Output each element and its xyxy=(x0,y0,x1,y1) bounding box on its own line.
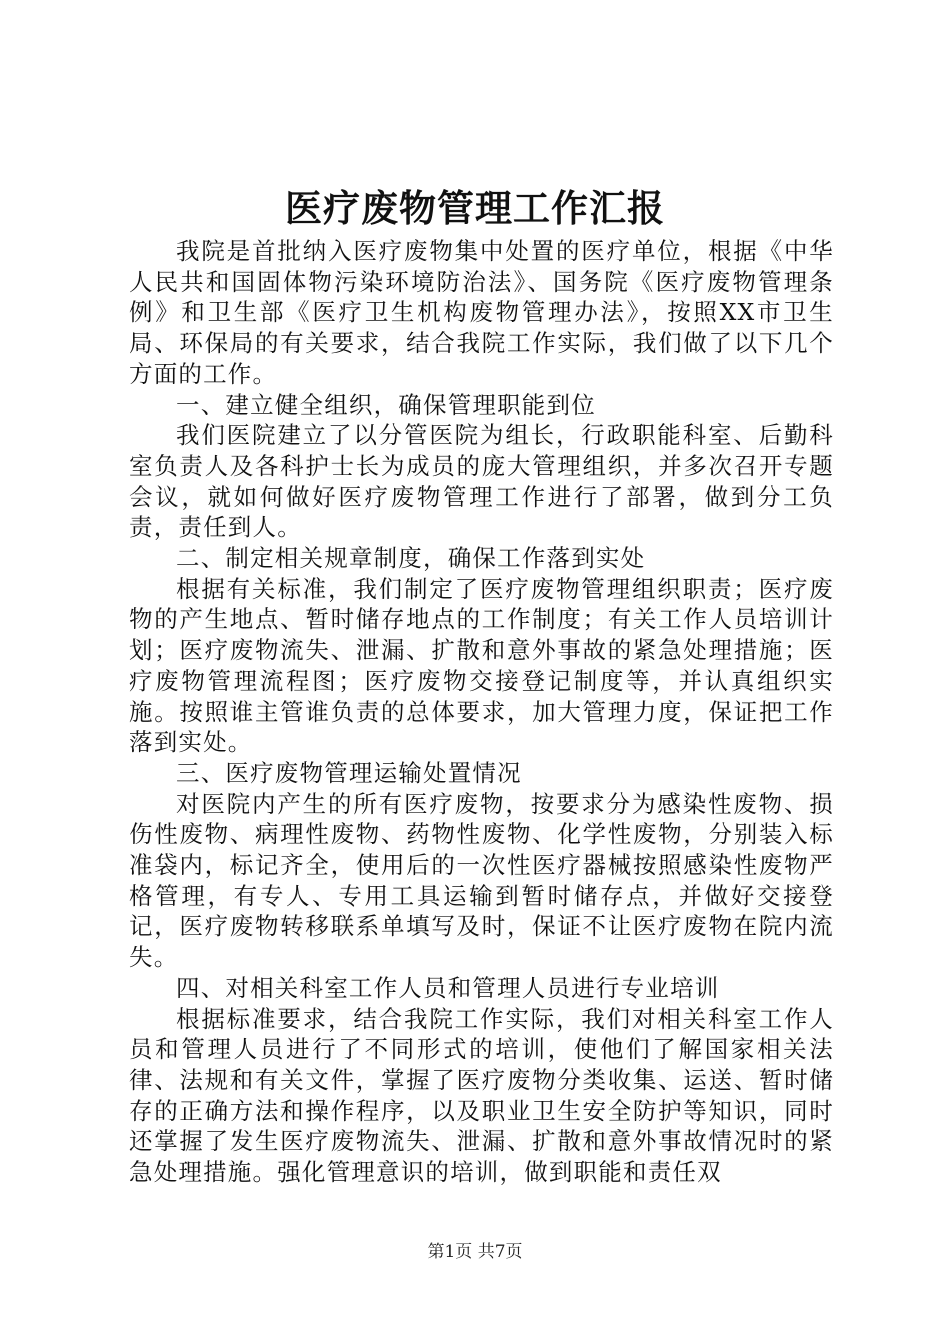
section-heading-4: 四、对相关科室工作人员和管理人员进行专业培训 xyxy=(176,973,720,1002)
page-footer: 第1页 共7页 xyxy=(427,1242,523,1262)
document-title: 医疗废物管理工作汇报 xyxy=(285,186,665,230)
section-paragraph-2: 根据有关标准，我们制定了医疗废物管理组织职责；医疗废物的产生地点、暂时储存地点的工作制度；有关工作人员培训计划；医疗废物流失、泄漏、扩散和意外事故的紧急处理措施；医疗废物管理流程图；医疗废物交接登记制度等，并认真组织实施。按照谁主管谁负责的总体要求，加大管理力度，保证把工作落到实处。 xyxy=(129,574,834,757)
section-paragraph-4: 根据标准要求，结合我院工作实际，我们对相关科室工作人员和管理人员进行了不同形式的培训，使他们了解国家相关法律、法规和有关文件，掌握了医疗废物分类收集、运送、暂时储存的正确方法和操作程序，以及职业卫生安全防护等知识，同时还掌握了发生医疗废物流失、泄漏、扩散和意外事故情况时的紧急处理措施。强化管理意识的培训，做到职能和责任双 xyxy=(129,1004,834,1187)
intro-paragraph: 我院是首批纳入医疗废物集中处置的医疗单位，根据《中华人民共和国固体物污染环境防治法》、国务院《医疗废物管理条例》和卫生部《医疗卫生机构废物管理办法》，按照XX市卫生局、环保局的有关要求，结合我院工作实际，我们做了以下几个方面的工作。 xyxy=(129,237,834,388)
section-paragraph-3: 对医院内产生的所有医疗废物，按要求分为感染性废物、损伤性废物、病理性废物、药物性废物、化学性废物，分别装入标准袋内，标记齐全，使用后的一次性医疗器械按照感染性废物严格管理，有专人、专用工具运输到暂时储存点，并做好交接登记，医疗废物转移联系单填写及时，保证不让医疗废物在院内流失。 xyxy=(129,789,834,972)
section-heading-3: 三、医疗废物管理运输处置情况 xyxy=(176,758,522,787)
document-body xyxy=(129,236,834,1188)
section-paragraph-1: 我们医院建立了以分管医院为组长，行政职能科室、后勤科室负责人及各科护士长为成员的庞大管理组织，并多次召开专题会议，就如何做好医疗废物管理工作进行了部署，做到分工负责，责任到人。 xyxy=(129,421,834,542)
section-heading-1: 一、建立健全组织，确保管理职能到位 xyxy=(176,390,596,419)
section-heading-2: 二、制定相关规章制度，确保工作落到实处 xyxy=(176,544,646,573)
